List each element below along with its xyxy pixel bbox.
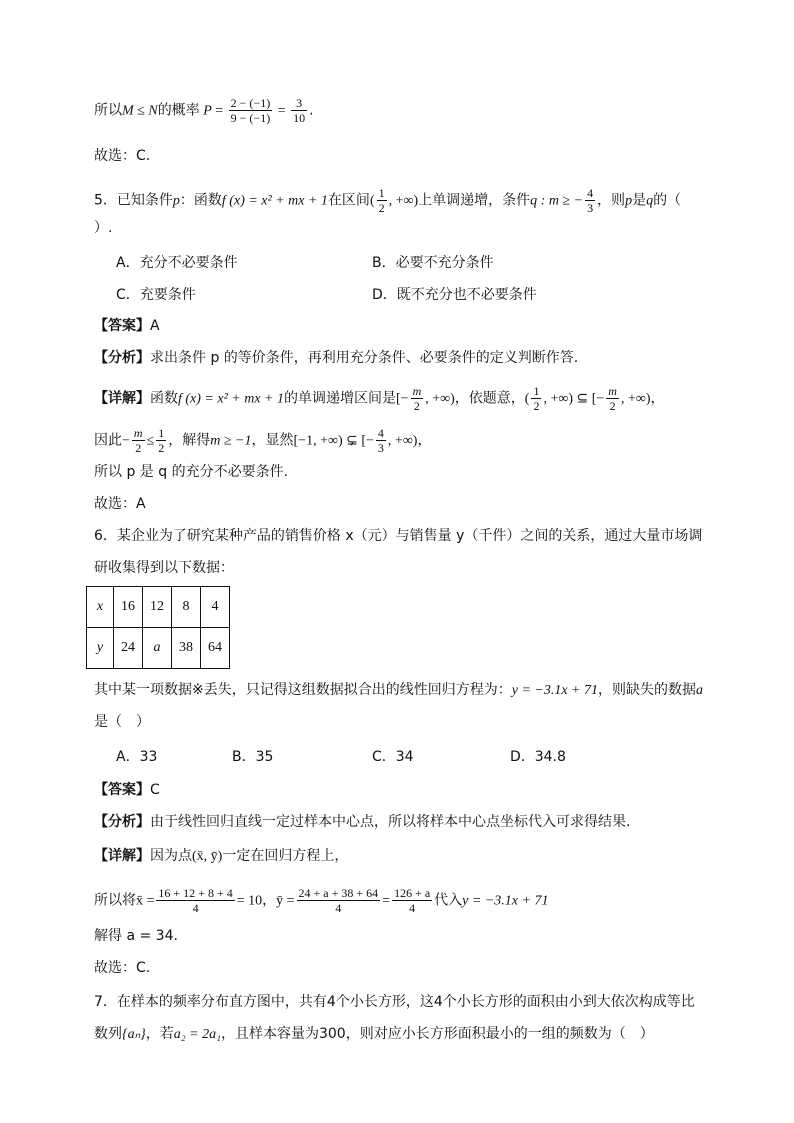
- table-cell: 4: [201, 587, 230, 628]
- q5-answer: 【答案】A: [94, 318, 160, 334]
- q6-choose: 故选：C.: [94, 960, 151, 976]
- q6-calc: 所以将x̄ = $\frac{16 + 12 + 8 + 4}{4}$ = 10，ȳ = $\frac{24 + a + 38 + 64}{4}$ = $\frac{126 + a}{4}$ 代入y = −3.1x + 71: [94, 886, 549, 915]
- q5-choose: 故选：A: [94, 496, 146, 512]
- table-cell: a: [143, 628, 172, 669]
- q6-answer: 【答案】C: [94, 782, 160, 798]
- fraction: $\frac{1}{2}$: [533, 384, 540, 413]
- q5-option-d: D．既不充分也不必要条件: [372, 287, 537, 303]
- table-cell: 16: [114, 587, 143, 628]
- table-row: [87, 587, 230, 628]
- q5-conclusion: 所以 p 是 q 的充分不必要条件.: [94, 464, 289, 480]
- math-m-le-n: M ≤ N: [122, 103, 158, 119]
- table-cell: 12: [143, 587, 172, 628]
- q6-stem-line2: 研收集得到以下数据：: [94, 560, 234, 576]
- fraction: $\frac{1}{2}$: [158, 426, 165, 455]
- q6-data-table: [86, 586, 230, 669]
- q7-stem-line2: 数列{aₙ}，若a₂ = 2a₁，且样本容量为300，则对应小长方形面积最小的一组的频数为（ ）: [94, 1026, 654, 1042]
- fraction: $\frac{m}{2}$: [608, 384, 617, 413]
- q6-analysis: 【分析】由于线性回归直线一定过样本中心点，所以将样本中心点坐标代入可求得结果.: [94, 814, 631, 830]
- table-cell: 8: [172, 587, 201, 628]
- fraction: $\frac{1}{2}$: [378, 186, 385, 215]
- fraction: $\frac{m}{2}$: [133, 426, 143, 455]
- table-cell: 38: [172, 628, 201, 669]
- q6-option-b: B．35: [232, 749, 274, 765]
- q5-detail-2: 因此− $\frac{m}{2}$ ≤ $\frac{1}{2}$ ，解得m ≥ −1，显然[−1, +∞) ⊊ [− $\frac{4}{3}$ , +∞)，: [94, 426, 432, 455]
- q6-regression-line: 其中某一项数据※丢失，只记得这组数据拟合出的线性回归方程为：y = −3.1x + 71，则缺失的数据a: [94, 682, 704, 698]
- fraction: $\frac{16 + 12 + 8 + 4}{4}$: [158, 886, 233, 915]
- q5-option-b: B．必要不充分条件: [372, 255, 494, 271]
- table-cell: y: [87, 628, 114, 669]
- q6-detail: 【详解】因为点(x̄, ȳ)一定在回归方程上，: [94, 848, 349, 864]
- q4-probability-line: 所以M ≤ N的概率 P = $\frac{2 - (-1)}{9 - (-1)}$ = $\frac{3}{10}$ .: [94, 96, 314, 125]
- fraction: $\frac{4}{3}$: [587, 186, 594, 215]
- q6-option-d: D．34.8: [510, 749, 566, 765]
- table-cell: x: [87, 587, 114, 628]
- text: 所以: [94, 102, 122, 119]
- text: 的概率: [157, 102, 200, 119]
- fraction: $\frac{4}{3}$: [377, 426, 384, 455]
- q5-stem: 5．已知条件p：函数f (x) = x² + mx + 1在区间( $\frac{1}{2}$ , +∞)上单调递增，条件q : m ≥ − $\frac{4}{3}$ ，则p是q的（: [94, 186, 682, 215]
- q5-stem-end: ）.: [94, 220, 113, 236]
- q5-option-c: C．充要条件: [116, 287, 196, 303]
- q4-choose: 故选：C.: [94, 148, 151, 164]
- q5-detail: 【详解】函数f (x) = x² + mx + 1的单调递增区间是[− $\frac{m}{2}$ , +∞)，依题意，( $\frac{1}{2}$ , +∞) ⊆ [− $\frac{m}{2}$ , +∞)，: [94, 384, 665, 413]
- q5-option-a: A．充分不必要条件: [116, 255, 238, 271]
- fraction: $\frac{2 - (-1)}{9 - (-1)}$: [230, 96, 271, 125]
- q6-stem-end: 是（ ）: [94, 714, 150, 730]
- fraction: $\frac{3}{10}$: [293, 96, 306, 125]
- table-cell: 24: [114, 628, 143, 669]
- q7-stem-line1: 7．在样本的频率分布直方图中，共有4个小长方形，这4个小长方形的面积由小到大依次构成等比: [94, 994, 695, 1010]
- table-row: [87, 628, 230, 669]
- fraction: $\frac{126 + a}{4}$: [394, 886, 431, 915]
- q6-solve: 解得 a = 34.: [94, 928, 178, 944]
- math-p: P: [199, 103, 212, 119]
- q6-stem-line1: 6．某企业为了研究某种产品的销售价格 x（元）与销售量 y（千件）之间的关系，通过大量市场调: [94, 528, 703, 544]
- q6-option-c: C．34: [372, 749, 414, 765]
- q6-option-a: A．33: [116, 749, 158, 765]
- q5-analysis: 【分析】求出条件 p 的等价条件，再利用充分条件、必要条件的定义判断作答.: [94, 350, 579, 366]
- fraction: $\frac{24 + a + 38 + 64}{4}$: [298, 886, 379, 915]
- fraction: $\frac{m}{2}$: [412, 384, 422, 413]
- table-cell: 64: [201, 628, 230, 669]
